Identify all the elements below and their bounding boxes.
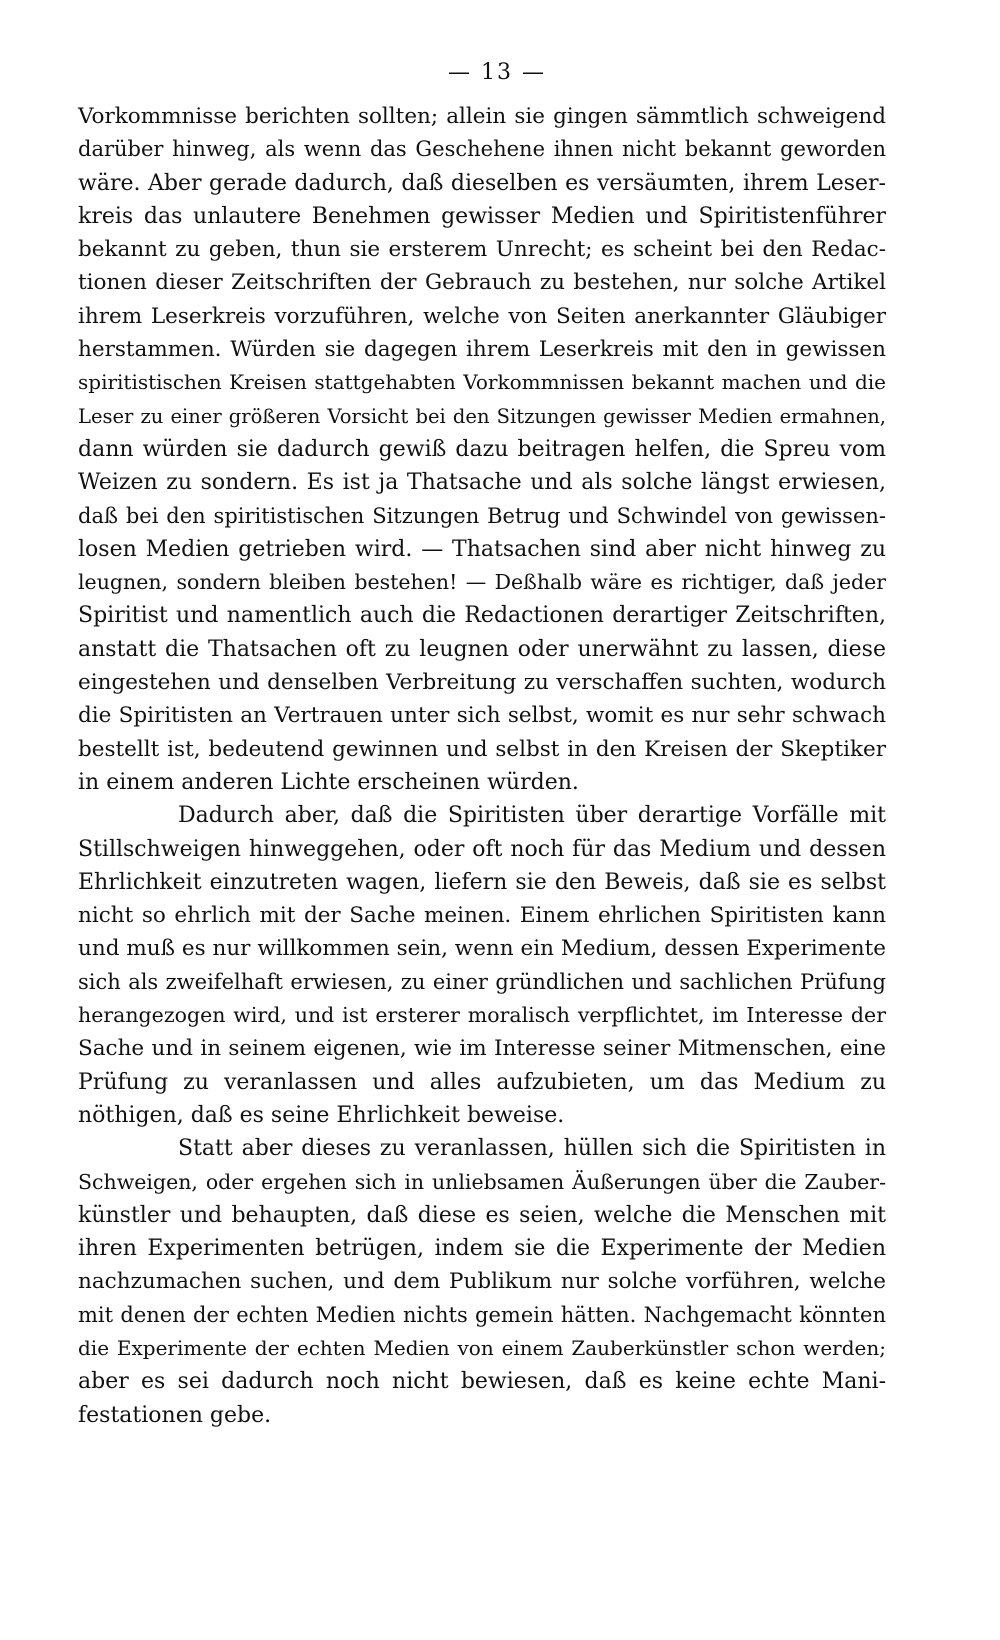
- text-line: spiritistischen Kreisen stattgehabten Vorkommnissen bekannt machen und die: [78, 370, 886, 395]
- text-line: nachzumachen suchen, und dem Publikum nur solche vorführen, welche: [78, 1269, 886, 1295]
- text-line: wäre. Aber gerade dadurch, daß dieselben es versäumten, ihrem Leser-: [78, 170, 886, 196]
- body-text: [78, 100, 886, 1432]
- text-line: Leser zu einer größeren Vorsicht bei den Sitzungen gewisser Medien ermahnen,: [78, 404, 886, 428]
- text-line: und muß es nur willkommen sein, wenn ein Medium, dessen Experimente: [78, 936, 886, 962]
- text-line: ihrem Leserkreis vorzuführen, welche von Seiten anerkannter Gläubiger: [78, 303, 886, 329]
- text-line: Weizen zu sondern. Es ist ja Thatsache und als solche längst erwiesen,: [78, 470, 886, 496]
- text-line: künstler und behaupten, daß diese es seien, welche die Menschen mit: [78, 1202, 886, 1228]
- text-line: Ehrlichkeit einzutreten wagen, liefern sie den Beweis, daß sie es selbst: [78, 869, 886, 895]
- text-line: nicht so ehrlich mit der Sache meinen. Einem ehrlichen Spiritisten kann: [78, 903, 886, 929]
- text-line: Sache und in seinem eigenen, wie im Interesse seiner Mitmenschen, eine: [78, 1036, 886, 1062]
- text-line: Vorkommnisse berichten sollten; allein sie gingen sämmtlich schweigend: [78, 104, 886, 129]
- text-line: sich als zweifelhaft erwiesen, zu einer gründlichen und sachlichen Prüfung: [78, 969, 886, 994]
- book-page: [78, 56, 886, 1432]
- text-line: Schweigen, oder ergehen sich in unliebsamen Äußerungen über die Zauber-: [78, 1169, 886, 1194]
- text-line: die Spiritisten an Vertrauen unter sich selbst, womit es nur sehr schwach: [78, 703, 886, 729]
- text-line: leugnen, sondern bleiben bestehen! — Deßhalb wäre es richtiger, daß jeder: [78, 570, 886, 595]
- text-line: eingestehen und denselben Verbreitung zu verschaffen suchten, wodurch: [78, 670, 886, 696]
- text-line: die Experimente der echten Medien von einem Zauberkünstler schon werden;: [78, 1335, 886, 1360]
- text-line: Spiritist und namentlich auch die Redactionen derartiger Zeitschriften,: [78, 603, 886, 629]
- text-line: herangezogen wird, und ist ersterer moralisch verpflichtet, im Interesse der: [78, 1003, 886, 1028]
- text-line: nöthigen, daß es seine Ehrlichkeit beweise.: [78, 1102, 565, 1128]
- text-line: Stillschweigen hinweggehen, oder oft noch für das Medium und dessen: [78, 836, 886, 862]
- text-line: ihren Experimenten betrügen, indem sie die Experimente der Medien: [78, 1236, 886, 1262]
- text-line: Dadurch aber, daß die Spiritisten über derartige Vorfälle mit: [178, 803, 886, 829]
- text-line: daß bei den spiritistischen Sitzungen Betrug und Schwindel von gewissen-: [78, 503, 886, 528]
- text-line: Prüfung zu veranlassen und alles aufzubieten, um das Medium zu: [78, 1069, 886, 1095]
- text-line: aber es sei dadurch noch nicht bewiesen, daß es keine echte Mani-: [78, 1369, 886, 1395]
- text-line: bestellt ist, bedeutend gewinnen und selbst in den Kreisen der Skeptiker: [78, 736, 886, 762]
- text-line: dann würden sie dadurch gewiß dazu beitragen helfen, die Spreu vom: [78, 436, 886, 462]
- text-line: bekannt zu geben, thun sie ersterem Unrecht; es scheint bei den Redac-: [78, 237, 886, 263]
- page-number: — 13 —: [448, 60, 546, 85]
- text-line: herstammen. Würden sie dagegen ihrem Leserkreis mit den in gewissen: [78, 337, 886, 363]
- text-line: anstatt die Thatsachen oft zu leugnen oder unerwähnt zu lassen, diese: [78, 636, 886, 662]
- text-line: tionen dieser Zeitschriften der Gebrauch zu bestehen, nur solche Artikel: [78, 270, 886, 296]
- text-line: in einem anderen Lichte erscheinen würden.: [78, 769, 579, 795]
- text-line: losen Medien getrieben wird. — Thatsachen sind aber nicht hinweg zu: [78, 536, 886, 562]
- text-line: darüber hinweg, als wenn das Geschehene ihnen nicht bekannt geworden: [78, 137, 886, 162]
- text-line: kreis das unlautere Benehmen gewisser Medien und Spiritistenführer: [78, 203, 886, 229]
- text-line: Statt aber dieses zu veranlassen, hüllen sich die Spiritisten in: [178, 1136, 886, 1162]
- text-line: festationen gebe.: [78, 1402, 272, 1428]
- text-line: mit denen der echten Medien nichts gemein hätten. Nachgemacht könnten: [78, 1302, 886, 1327]
